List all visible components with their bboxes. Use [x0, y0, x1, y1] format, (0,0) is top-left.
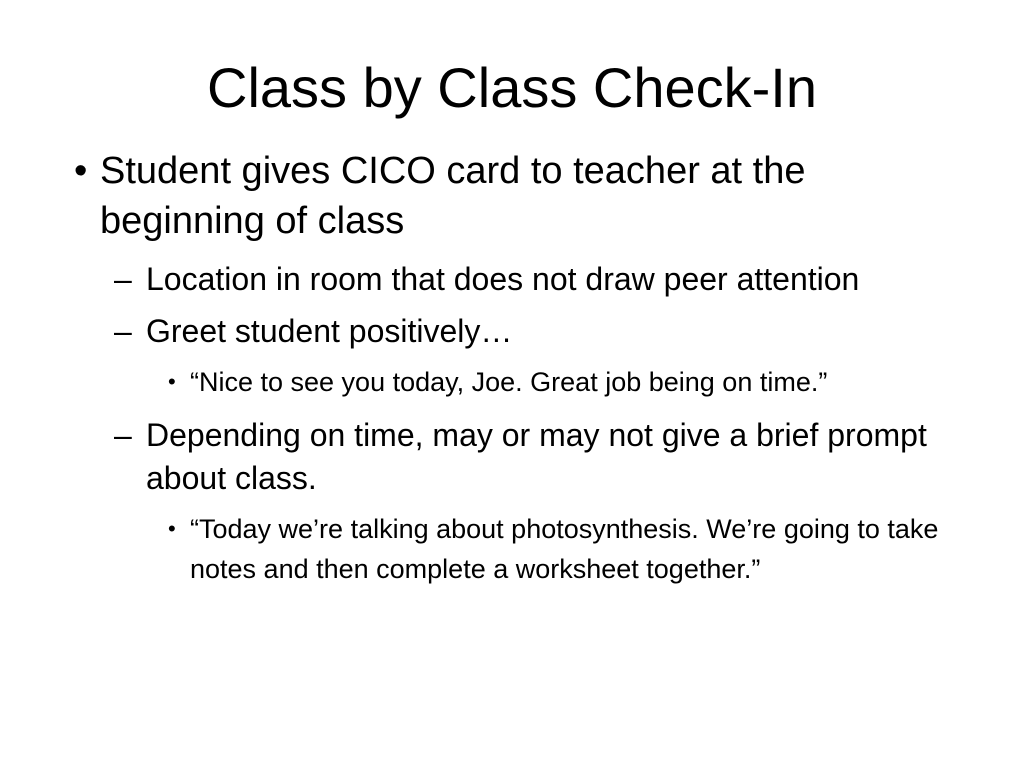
sub-sub-bullet-item — [0, 362, 1024, 402]
dash-marker: – — [114, 261, 132, 297]
sub-sub-bullet-text: “Nice to see you today, Joe. Great job being on time.” — [190, 367, 828, 397]
sub-bullet-item — [0, 414, 1024, 500]
bullet-marker: • — [168, 516, 176, 541]
bullet-item — [0, 146, 1024, 246]
bullet-text: Student gives CICO card to teacher at the beginning of class — [100, 150, 806, 242]
sub-sub-bullet-text: “Today we’re talking about photosynthesis. We’re going to take notes and then complete a worksheet together.” — [190, 514, 939, 584]
sub-bullet-item — [0, 310, 1024, 353]
bullet-marker: • — [74, 150, 88, 192]
dash-marker: – — [114, 417, 132, 453]
dash-marker: – — [114, 313, 132, 349]
bullet-marker: • — [168, 369, 176, 394]
sub-bullet-text: Location in room that does not draw peer attention — [146, 261, 860, 297]
sub-bullet-text: Depending on time, may or may not give a brief prompt about class. — [146, 417, 927, 496]
sub-bullet-item — [0, 258, 1024, 301]
bullet-list — [0, 146, 1024, 601]
sub-bullet-text: Greet student positively… — [146, 313, 513, 349]
slide-title: Class by Class Check-In — [207, 56, 817, 119]
sub-sub-bullet-item — [0, 509, 1024, 589]
